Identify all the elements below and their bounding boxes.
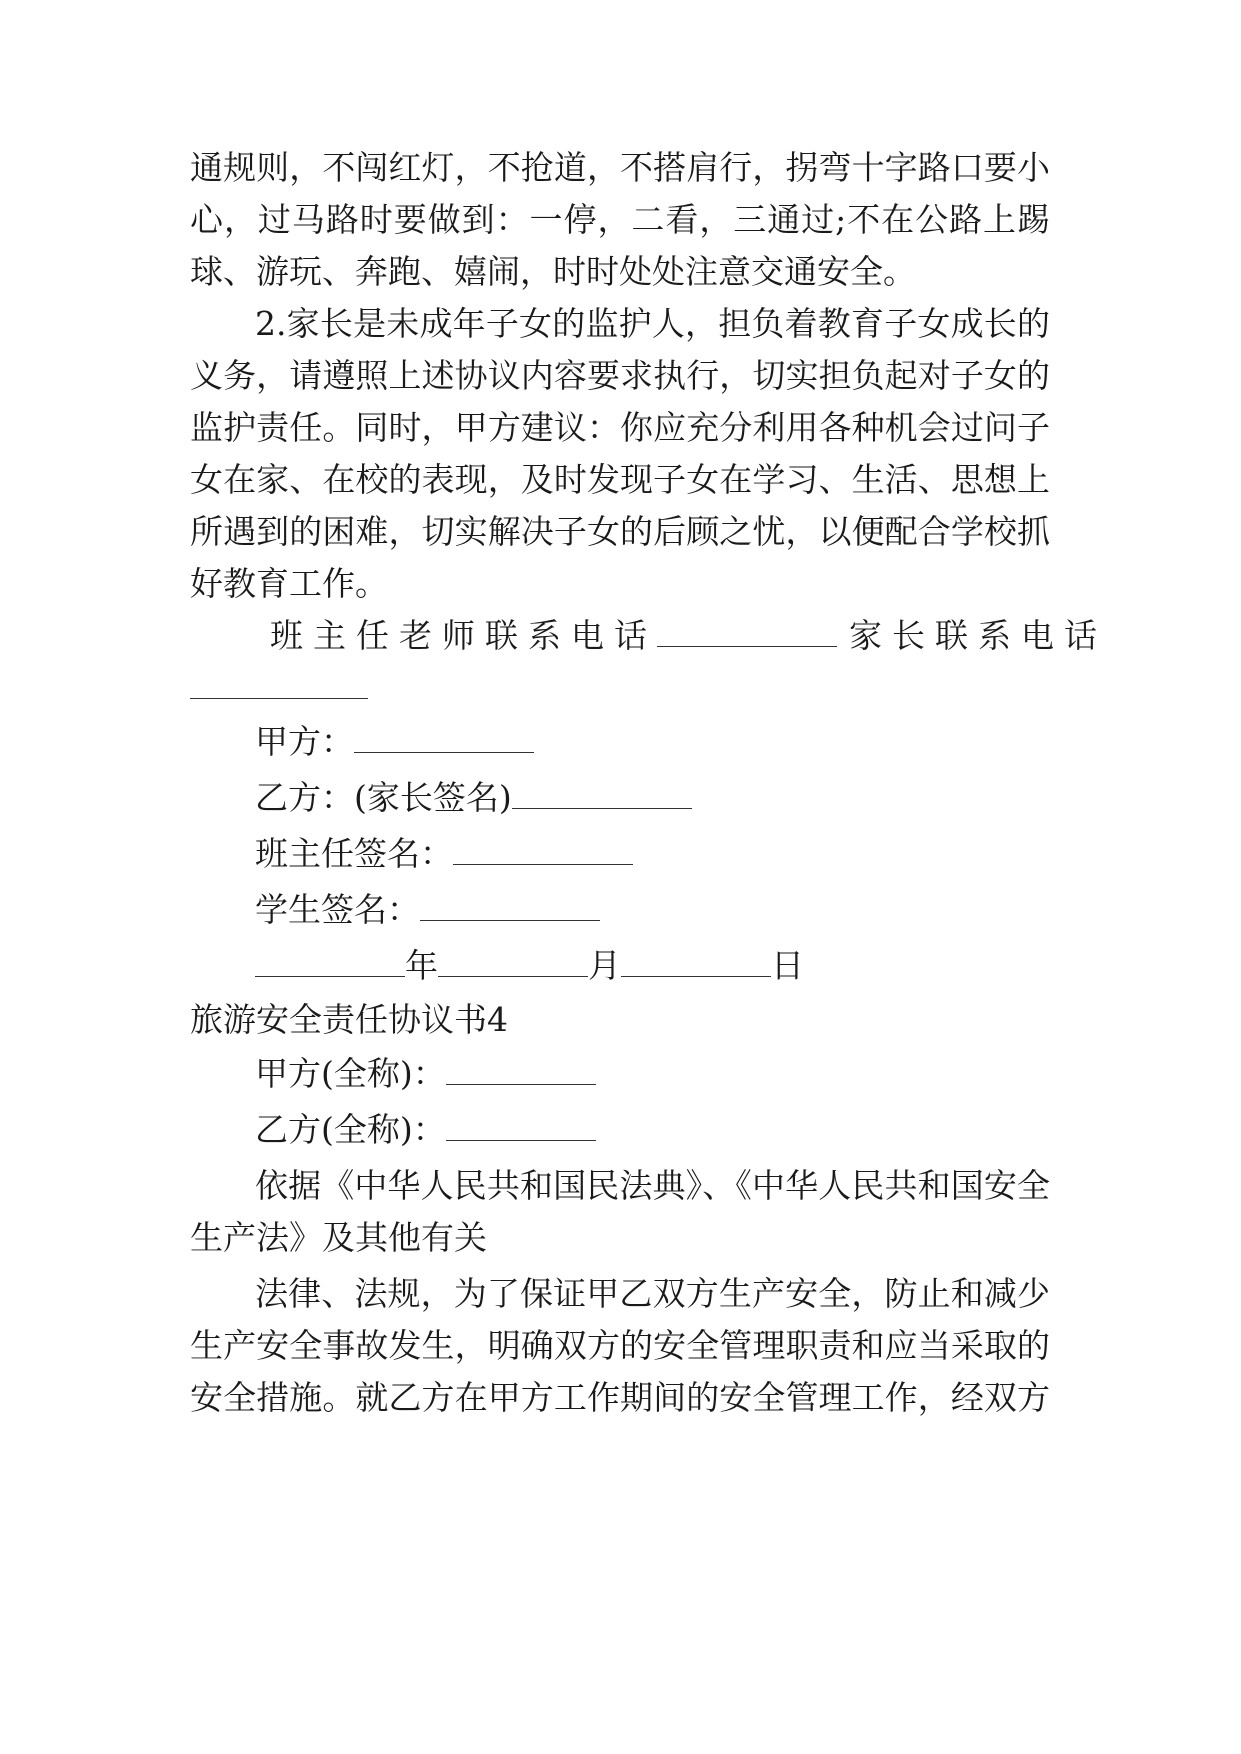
paragraph-line: 生产安全事故发生，明确双方的安全管理职责和应当采取的 <box>190 1326 1050 1365</box>
paragraph-line: 法律、法规，为了保证甲乙双方生产安全，防止和减少 <box>255 1274 1050 1313</box>
teacher-sign-line <box>255 834 1050 874</box>
day-label: 日 <box>771 946 804 985</box>
party-a-full-blank[interactable] <box>446 1054 596 1085</box>
paragraph-line: 女在家、在校的表现，及时发现子女在学习、生活、思想上 <box>190 460 1050 499</box>
party-b-label: 乙方：(家长签名) <box>255 778 512 817</box>
paragraph-line: 心，过马路时要做到：一停，二看，三通过;不在公路上踢 <box>190 200 1050 239</box>
teacher-sign-blank[interactable] <box>453 834 633 865</box>
teacher-sign-label: 班主任签名： <box>255 834 453 873</box>
teacher-phone-label: 班主任老师联系电话 <box>270 616 657 655</box>
teacher-phone-blank[interactable] <box>657 616 837 647</box>
party-a-full-label: 甲方(全称)： <box>255 1054 446 1093</box>
party-a-label: 甲方： <box>255 722 354 761</box>
date-line <box>255 946 1050 986</box>
day-blank[interactable] <box>621 946 771 977</box>
party-b-full-line <box>255 1110 1050 1150</box>
student-sign-label: 学生签名： <box>255 890 420 929</box>
paragraph-line: 生产法》及其他有关 <box>190 1218 487 1257</box>
parent-phone-blank[interactable] <box>190 668 368 699</box>
parent-phone-label: 家长联系电话 <box>849 616 1107 655</box>
year-blank[interactable] <box>255 946 405 977</box>
party-a-line <box>255 722 1050 762</box>
party-b-full-label: 乙方(全称)： <box>255 1110 446 1149</box>
party-a-full-line <box>255 1054 1050 1094</box>
month-label: 月 <box>588 946 621 985</box>
section-title: 旅游安全责任协议书4 <box>190 1000 508 1039</box>
party-b-blank[interactable] <box>512 778 692 809</box>
paragraph-line: 好教育工作。 <box>190 564 388 603</box>
party-a-blank[interactable] <box>354 722 534 753</box>
month-blank[interactable] <box>438 946 588 977</box>
party-b-line <box>255 778 1050 818</box>
party-b-full-blank[interactable] <box>446 1110 596 1141</box>
paragraph-line: 所遇到的困难，切实解决子女的后顾之忧，以便配合学校抓 <box>190 512 1050 551</box>
paragraph-line: 2.家长是未成年子女的监护人，担负着教育子女成长的 <box>255 304 1050 343</box>
student-sign-blank[interactable] <box>420 890 600 921</box>
paragraph-line: 通规则，不闯红灯，不抢道，不搭肩行，拐弯十字路口要小 <box>190 148 1050 187</box>
contact-line-continued <box>190 668 1050 708</box>
paragraph-line: 监护责任。同时，甲方建议：你应充分利用各种机会过问子 <box>190 408 1050 447</box>
year-label: 年 <box>405 946 438 985</box>
contact-line <box>270 616 1107 656</box>
paragraph-line: 依据《中华人民共和国民法典》、《中华人民共和国安全 <box>255 1166 1050 1205</box>
student-sign-line <box>255 890 1050 930</box>
paragraph-line: 球、游玩、奔跑、嬉闹，时时处处注意交通安全。 <box>190 252 916 291</box>
paragraph-line: 义务，请遵照上述协议内容要求执行，切实担负起对子女的 <box>190 356 1050 395</box>
paragraph-line: 安全措施。就乙方在甲方工作期间的安全管理工作，经双方 <box>190 1378 1050 1417</box>
